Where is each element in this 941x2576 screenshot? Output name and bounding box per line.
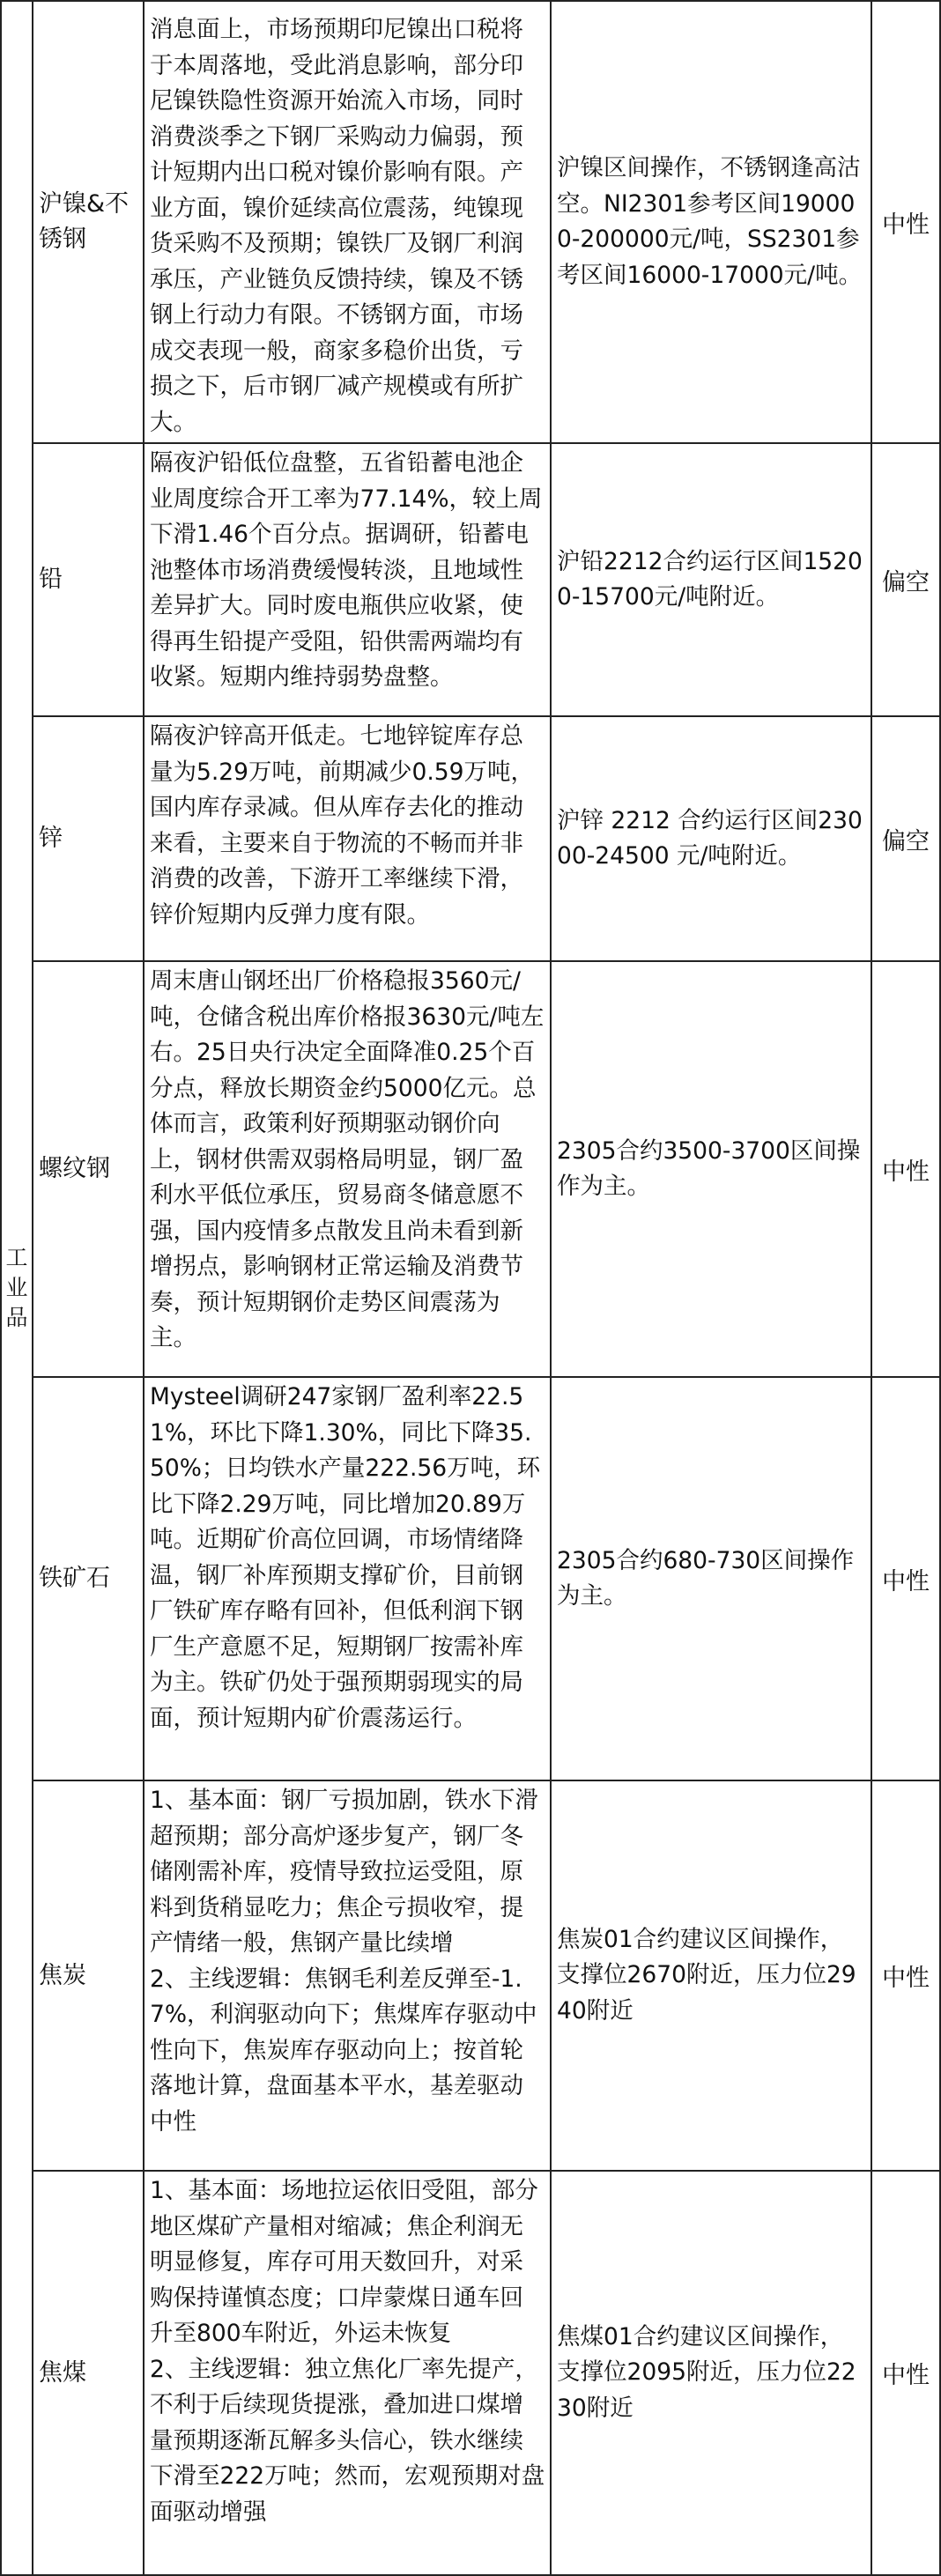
table-row <box>1 961 940 1377</box>
view-cell: 中性 <box>871 1377 940 1780</box>
table-row <box>1 716 940 961</box>
view-cell: 偏空 <box>871 716 940 961</box>
commodity-name: 沪镍&不锈钢 <box>33 1 144 443</box>
table-row <box>1 2171 940 2575</box>
strategy-text: 焦炭01合约建议区间操作，支撑位2670附近，压力位2940附近 <box>557 1925 856 2025</box>
table-row <box>1 443 940 716</box>
category-label: 工业品 <box>5 1245 28 1330</box>
analysis-cell <box>144 716 551 961</box>
analysis-text: 隔夜沪锌高开低走。七地锌锭库存总量为5.29万吨，前期减少0.59万吨，国内库存录减。但从库存去化的推动来看，主要来自于物流的不畅而并非消费的改善，下游开工率继续下滑，锌价短期内反弹力度有限。 <box>150 722 535 929</box>
commodity-name: 焦炭 <box>33 1780 144 2171</box>
view-cell: 中性 <box>871 2171 940 2575</box>
table-row <box>1 1377 940 1780</box>
analysis-cell <box>144 961 551 1377</box>
analysis-text: 消息面上，市场预期印尼镍出口税将于本周落地，受此消息影响，部分印尼镍铁隐性资源开始流入市场，同时消费淡季之下钢厂采购动力偏弱，预计短期内出口税对镍价影响有限。产业方面，镍价延续高位震荡，纯镍现货采购不及预期；镍铁厂及钢厂利润承压，产业链负反馈持续，镍及不锈钢上行动力有限。不锈钢方面，市场成交表现一般，商家多稳价出货，亏损之下，后市钢厂减产规模或有所扩大。 <box>150 16 523 436</box>
strategy-cell <box>551 1377 871 1780</box>
analysis-cell <box>144 1780 551 2171</box>
analysis-text: Mysteel调研247家钢厂盈利率22.51%，环比下降1.30%，同比下降35.50%；日均铁水产量222.56万吨，环比下降2.29万吨，同比增加20.89万吨。近期矿价高位回调，市场情绪降温，钢厂补库预期支撑矿价，目前钢厂铁矿库存略有回补，但低利润下钢厂生产意愿不足，短期钢厂按需补库为主。铁矿仍处于强预期弱现实的局面，预计短期内矿价震荡运行。 <box>150 1383 541 1732</box>
analysis-cell <box>144 443 551 716</box>
commodity-name: 铅 <box>33 443 144 716</box>
strategy-text: 2305合约3500-3700区间操作为主。 <box>557 1136 861 1200</box>
category-cell <box>1 1 33 2575</box>
table-row <box>1 1 940 443</box>
strategy-text: 沪铅2212合约运行区间15200-15700元/吨附近。 <box>557 547 863 611</box>
analysis-text: 周末唐山钢坯出厂价格稳报3560元/吨，仓储含税出库价格报3630元/吨左右。25日央行决定全面降准0.25个百分点，释放长期资金约5000亿元。总体而言，政策利好预期驱动钢价向上，钢材供需双弱格局明显，钢厂盈利水平低位承压，贸易商冬储意愿不强，国内疫情多点散发且尚未看到新增拐点，影响钢材正常运输及消费节奏，预计短期钢价走势区间震荡为主。 <box>150 967 545 1351</box>
commodity-name: 焦煤 <box>33 2171 144 2575</box>
strategy-text: 沪镍区间操作，不锈钢逢高沽空。NI2301参考区间190000-200000元/吨，SS2301参考区间16000-17000元/吨。 <box>557 154 863 289</box>
analysis-text: 1、基本面：场地拉运依旧受阻，部分地区煤矿产量相对缩减；焦企利润无明显修复，库存可用天数回升，对采购保持谨慎态度；口岸蒙煤日通车回升至800车附近，外运未恢复 2、主线逻辑：独立焦化厂率先提产，不利于后续现货提涨，叠加进口煤增量预期逐渐瓦解多头信心，铁水继续下滑至222万吨；然而，宏观预期对盘面驱动增强 <box>150 2177 545 2526</box>
analysis-cell <box>144 1377 551 1780</box>
strategy-text: 沪锌 2212 合约运行区间23000-24500 元/吨附近。 <box>557 806 863 870</box>
analysis-cell <box>144 1 551 443</box>
strategy-cell <box>551 1780 871 2171</box>
strategy-cell <box>551 1 871 443</box>
analysis-text: 1、基本面：钢厂亏损加剧，铁水下滑超预期；部分高炉逐步复产，钢厂冬储刚需补库，疫情导致拉运受阻，原料到货稍显吃力；焦企亏损收窄，提产情绪一般，焦钢产量比续增 2、主线逻辑：焦钢毛利差反弹至-1.7%，利润驱动向下；焦煤库存驱动中性向下，焦炭库存驱动向上；按首轮落地计算，盘面基本平水，基差驱动中性 <box>150 1787 538 2136</box>
strategy-text: 2305合约680-730区间操作为主。 <box>557 1546 855 1610</box>
view-cell: 偏空 <box>871 443 940 716</box>
analysis-text: 隔夜沪铅低位盘整，五省铅蓄电池企业周度综合开工率为77.14%，较上周下滑1.46个百分点。据调研，铅蓄电池整体市场消费缓慢转淡，且地域性差异扩大。同时废电瓶供应收紧，使得再生铅提产受阻，铅供需两端均有收紧。短期内维持弱势盘整。 <box>150 449 543 691</box>
strategy-text: 焦煤01合约建议区间操作，支撑位2095附近，压力位2230附近 <box>557 2322 856 2422</box>
strategy-cell <box>551 443 871 716</box>
table-row <box>1 1780 940 2171</box>
view-cell: 中性 <box>871 961 940 1377</box>
strategy-cell <box>551 716 871 961</box>
view-cell: 中性 <box>871 1780 940 2171</box>
commodity-name: 锌 <box>33 716 144 961</box>
strategy-cell <box>551 961 871 1377</box>
analysis-cell <box>144 2171 551 2575</box>
view-cell: 中性 <box>871 1 940 443</box>
strategy-cell <box>551 2171 871 2575</box>
commodity-name: 螺纹钢 <box>33 961 144 1377</box>
commodity-name: 铁矿石 <box>33 1377 144 1780</box>
